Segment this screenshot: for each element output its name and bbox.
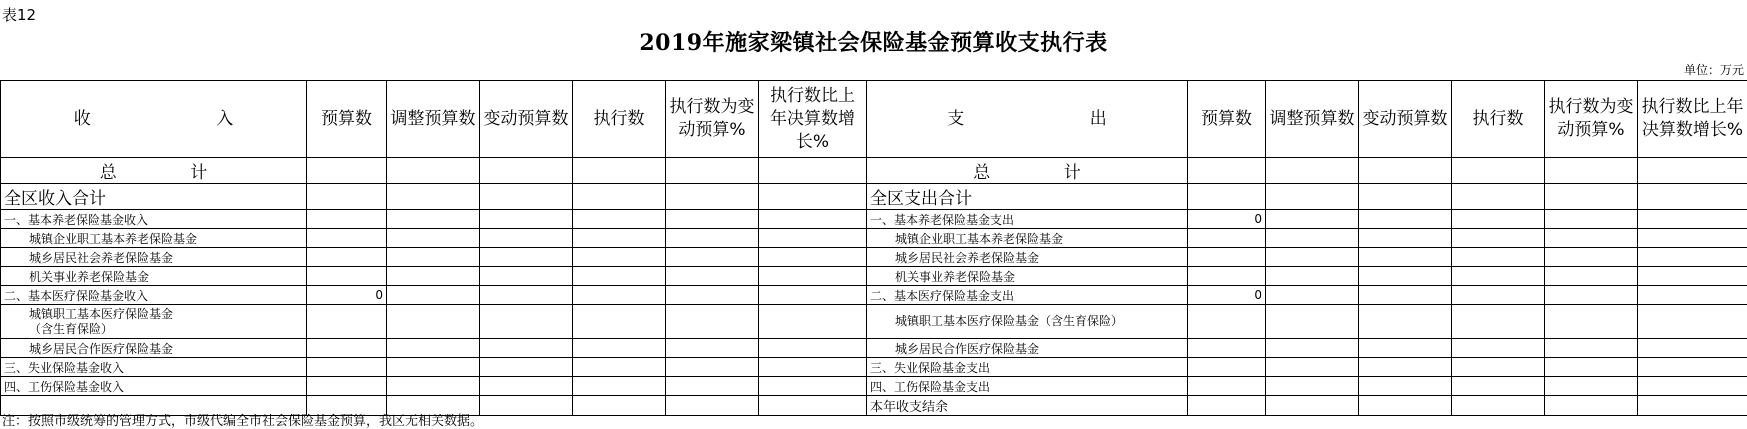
table-row [1,184,1747,210]
income-budget [307,358,387,377]
table-row [1,339,1747,358]
income-label: 三、失业保险基金收入 [1,358,307,377]
income-budget [307,305,387,339]
table-number: 表12 [2,6,37,24]
header-income: 收 入 [1,81,307,158]
expense-budget: 0 [1188,210,1266,229]
table-row [1,377,1747,396]
header-growth: 执行数比上年决算数增长% [1638,81,1747,158]
header-changed: 变动预算数 [480,81,573,158]
total-label: 总 计 [1,158,307,184]
header-exec-ratio: 执行数为变动预算% [1545,81,1638,158]
footnote: 注：按照市级统筹的管理方式，市级代编全市社会保险基金预算，我区无相关数据。 [2,414,484,429]
budget-table [0,80,1747,416]
expense-budget [1188,305,1266,339]
income-budget [307,210,387,229]
expense-budget [1188,267,1266,286]
expense-label: 机关事业养老保险基金 [867,267,1188,286]
income-budget: 0 [307,286,387,305]
income-label: 机关事业养老保险基金 [1,267,307,286]
expense-budget [1188,358,1266,377]
expense-label: 城镇企业职工基本养老保险基金 [867,229,1188,248]
header-adjusted: 调整预算数 [387,81,480,158]
header-changed: 变动预算数 [1359,81,1452,158]
income-label: 城镇职工基本医疗保险基金（含生育保险） [1,305,307,339]
expense-label: 四、工伤保险基金支出 [867,377,1188,396]
header-expense: 支 出 [867,81,1188,158]
table-row [1,305,1747,339]
unit-label: 单位：万元 [1683,63,1744,77]
expense-label: 一、基本养老保险基金支出 [867,210,1188,229]
expense-label: 三、失业保险基金支出 [867,358,1188,377]
income-label: 二、基本医疗保险基金收入 [1,286,307,305]
header-exec-ratio: 执行数为变动预算% [666,81,759,158]
table-row [1,358,1747,377]
expense-label: 全区支出合计 [867,184,1188,210]
expense-budget [1188,396,1266,416]
table-row [1,210,1747,229]
table-row [1,248,1747,267]
income-label: 城乡居民社会养老保险基金 [1,248,307,267]
header-executed: 执行数 [573,81,666,158]
total-row [1,158,1747,184]
expense-label: 城乡居民社会养老保险基金 [867,248,1188,267]
header-budget: 预算数 [307,81,387,158]
table-row [1,229,1747,248]
income-budget [307,267,387,286]
header-executed: 执行数 [1452,81,1545,158]
expense-label: 城镇职工基本医疗保险基金（含生育保险） [867,305,1188,339]
income-label: 城乡居民合作医疗保险基金 [1,339,307,358]
table-row [1,267,1747,286]
header-budget: 预算数 [1188,81,1266,158]
income-budget [307,248,387,267]
expense-label: 本年收支结余 [867,396,1188,416]
table-row [1,286,1747,305]
expense-budget [1188,248,1266,267]
income-label: 四、工伤保险基金收入 [1,377,307,396]
header-row [1,81,1747,158]
page-title: 2019年施家梁镇社会保险基金预算收支执行表 [639,30,1108,56]
income-budget [307,229,387,248]
income-label: 全区收入合计 [1,184,307,210]
header-adjusted: 调整预算数 [1266,81,1359,158]
income-budget [307,339,387,358]
expense-budget: 0 [1188,286,1266,305]
total-label: 总 计 [867,158,1188,184]
expense-budget [1188,377,1266,396]
expense-budget [1188,229,1266,248]
income-label: 一、基本养老保险基金收入 [1,210,307,229]
income-label: 城镇企业职工基本养老保险基金 [1,229,307,248]
income-budget [307,184,387,210]
income-budget [307,377,387,396]
expense-budget [1188,339,1266,358]
header-growth: 执行数比上年决算数增长% [759,81,867,158]
expense-budget [1188,184,1266,210]
expense-label: 二、基本医疗保险基金支出 [867,286,1188,305]
expense-label: 城乡居民合作医疗保险基金 [867,339,1188,358]
